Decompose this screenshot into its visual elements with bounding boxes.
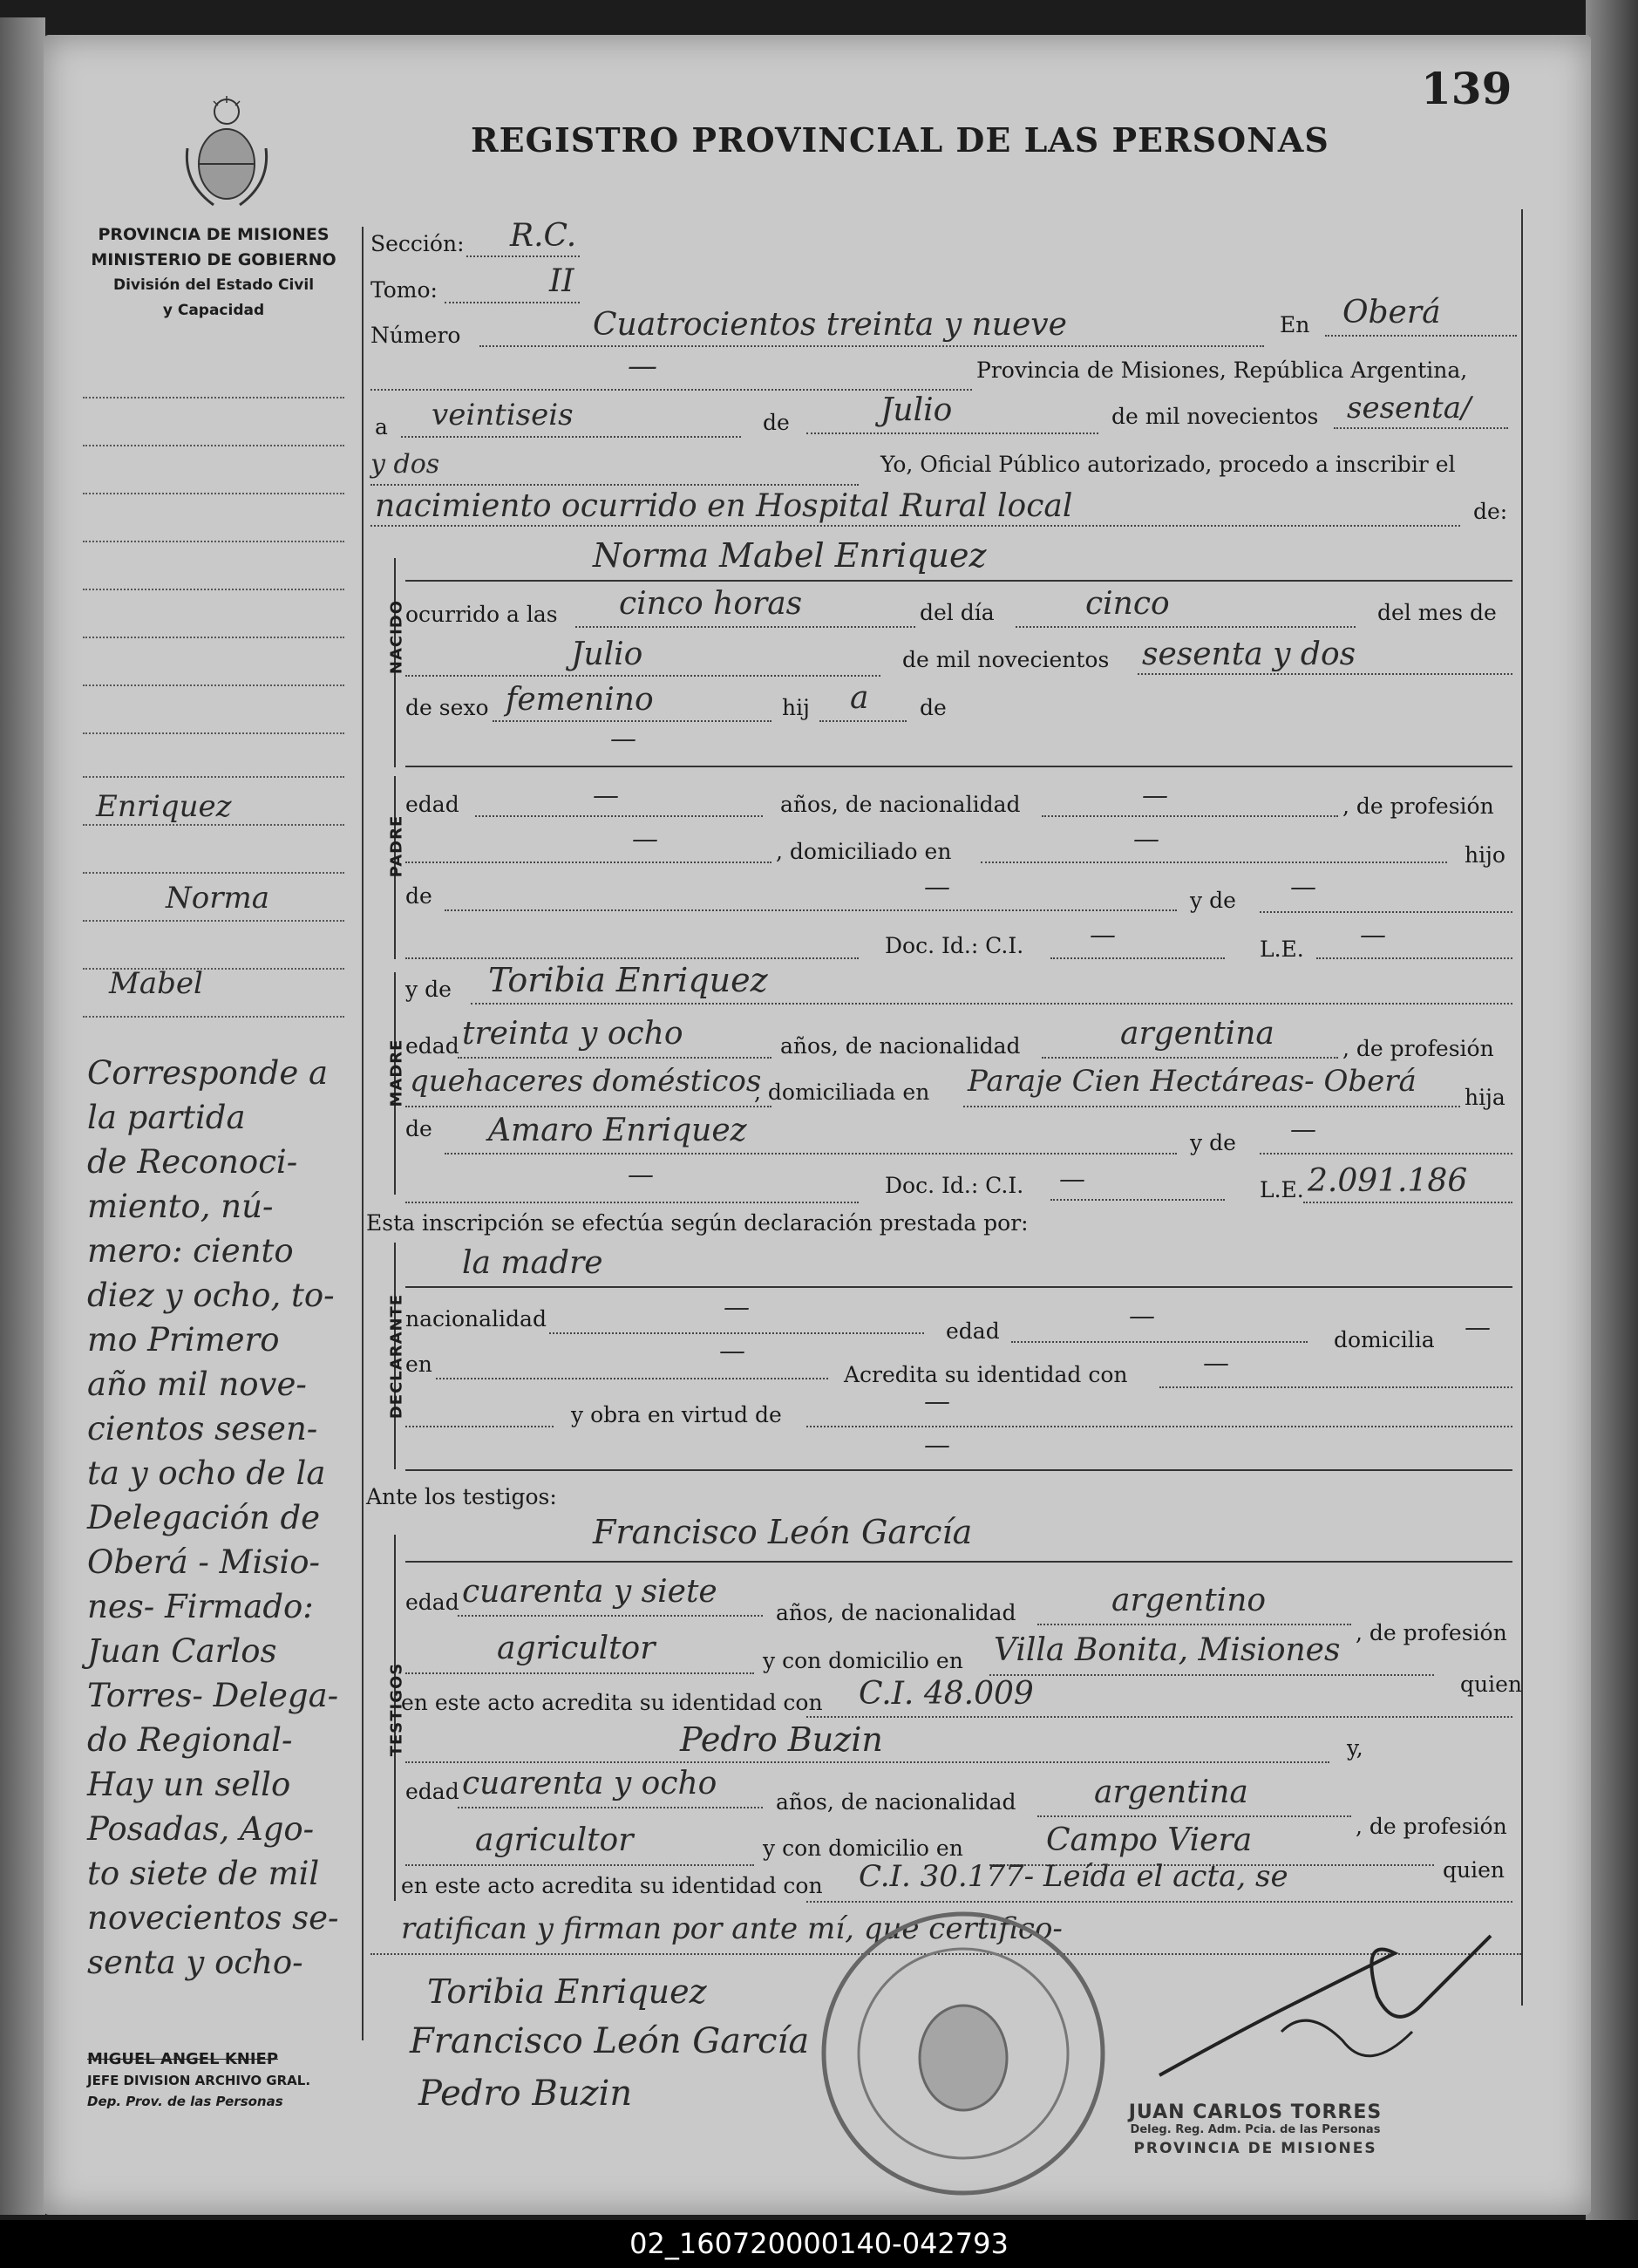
value-dia: veintiseis xyxy=(432,398,574,432)
label-padre-dom: , domiciliado en xyxy=(776,839,952,864)
header-capacidad: y Capacidad xyxy=(162,302,265,319)
value-mes-nac: Julio xyxy=(571,637,643,672)
official-signature-icon xyxy=(1133,1901,1499,2096)
label-ocurrido: ocurrido a las xyxy=(405,602,558,627)
value-madre-dash: — xyxy=(628,1160,654,1190)
section-testigos: TESTIGOS xyxy=(387,1662,406,1757)
signature-pedro: Pedro Buzin xyxy=(418,2074,633,2114)
label-del-dia: del día xyxy=(920,600,995,625)
label-de-mil2: de mil novecientos xyxy=(902,647,1110,672)
value-padre-yde: — xyxy=(1290,872,1316,902)
value-padre-nac: — xyxy=(1142,780,1168,811)
footer-bar xyxy=(0,2220,1638,2268)
value-t1-nac: argentino xyxy=(1111,1583,1267,1618)
margin-name2: Mabel xyxy=(109,966,203,1001)
value-madre-padre: Amaro Enriquez xyxy=(488,1113,747,1148)
value-t1-doc: C.I. 48.009 xyxy=(859,1676,1034,1712)
value-decl-nac: — xyxy=(724,1292,750,1323)
label-padre-hijo: hijo xyxy=(1465,842,1505,868)
label-madre-prof: , de profesión xyxy=(1342,1036,1494,1061)
label-t2-acto: en este acto acredita su identidad con xyxy=(401,1873,823,1898)
section-padre: PADRE xyxy=(387,814,406,878)
label-decl-acredita: Acredita su identidad con xyxy=(844,1362,1128,1387)
value-padre-prof: — xyxy=(632,824,658,855)
value-declarante: la madre xyxy=(462,1245,603,1281)
value-madre-prof: quehaceres domésticos xyxy=(410,1064,762,1099)
stamp-right-name: JUAN CARLOS TORRES xyxy=(1128,2101,1383,2123)
value-madre-yde: — xyxy=(1290,1114,1316,1145)
label-t2-quien: quien xyxy=(1443,1857,1505,1883)
value-padre-ci: — xyxy=(1090,920,1116,950)
value-hora: cinco horas xyxy=(619,586,803,622)
label-t1-prof: , de profesión xyxy=(1356,1620,1507,1645)
label-madre-dom: , domiciliada en xyxy=(754,1080,930,1105)
label-madre-yde2: y de xyxy=(1190,1130,1236,1155)
value-t1-dom: Villa Bonita, Misiones xyxy=(994,1632,1341,1668)
label-madre-nac: años, de nacionalidad xyxy=(780,1033,1021,1059)
stamp-right-role: Deleg. Reg. Adm. Pcia. de las Personas xyxy=(1130,2123,1381,2136)
value-ratifican: ratifican y firman por ante mí, que certifico- xyxy=(401,1911,1063,1946)
value-madre-le: 2.091.186 xyxy=(1308,1163,1468,1199)
value-anio-nac: sesenta y dos xyxy=(1142,637,1356,672)
header-ministry: MINISTERIO DE GOBIERNO xyxy=(91,250,336,269)
label-provincia: Provincia de Misiones, República Argentina, xyxy=(976,358,1468,383)
value-sexo: femenino xyxy=(506,682,654,718)
header-division: División del Estado Civil xyxy=(112,276,315,294)
label-de-mil: de mil novecientos xyxy=(1111,404,1319,429)
label-t1-edad: edad xyxy=(405,1590,459,1615)
value-decl-dom: — xyxy=(1465,1312,1491,1343)
value-inscribir: nacimiento ocurrido en Hospital Rural local xyxy=(375,488,1073,524)
label-padre-le: L.E. xyxy=(1260,936,1304,962)
stamp-right-province: PROVINCIA DE MISIONES xyxy=(1133,2140,1377,2157)
label-decl-en: en xyxy=(405,1352,432,1377)
value-t1-edad: cuarenta y siete xyxy=(462,1574,717,1610)
value-mes: Julio xyxy=(880,392,953,428)
value-madre-nac: argentina xyxy=(1120,1016,1274,1052)
value-tomo: II xyxy=(549,263,574,299)
value-t2-dom: Campo Viera xyxy=(1046,1822,1253,1858)
value-numero: Cuatrocientos treinta y nueve xyxy=(593,307,1067,343)
label-t2-nac: años, de nacionalidad xyxy=(776,1789,1016,1815)
label-t1-acto: en este acto acredita su identidad con xyxy=(401,1690,823,1715)
header-province: PROVINCIA DE MISIONES xyxy=(98,225,330,244)
value-decl-obra2: — xyxy=(924,1430,950,1461)
value-decl-en: — xyxy=(719,1336,745,1366)
label-t2-y: y, xyxy=(1347,1735,1363,1761)
page-title: REGISTRO PROVINCIAL DE LAS PERSONAS xyxy=(471,120,1329,160)
label-t1-dom: y con domicilio en xyxy=(763,1648,963,1673)
label-madre-doc: Doc. Id.: C.I. xyxy=(885,1173,1024,1198)
page-number: 139 xyxy=(1421,63,1512,114)
label-tomo: Tomo: xyxy=(370,277,438,303)
value-t2-nac: argentina xyxy=(1094,1774,1248,1810)
label-decl-nac: nacionalidad xyxy=(405,1306,547,1332)
value-anio2: y dos xyxy=(370,449,440,480)
book-spine xyxy=(0,17,45,2215)
label-de2: de xyxy=(920,695,947,720)
section-declarante: DECLARANTE xyxy=(387,1293,406,1420)
stamp-left-name: MIGUEL ANGEL KNIEP xyxy=(87,2050,279,2068)
label-de: de xyxy=(763,410,790,435)
value-t2-doc: C.I. 30.177- Leída el acta, se xyxy=(859,1859,1288,1894)
value-dia-nac: cinco xyxy=(1085,586,1170,622)
value-en: Oberá xyxy=(1342,295,1441,330)
value-padre-edad: — xyxy=(593,780,619,811)
value-madre-edad: treinta y ocho xyxy=(462,1016,683,1052)
margin-surname: Enriquez xyxy=(96,789,232,824)
value-dash-hijo: — xyxy=(610,724,636,754)
label-de-colon: de: xyxy=(1473,499,1508,524)
value-madre-dom: Paraje Cien Hectáreas- Oberá xyxy=(968,1064,1417,1099)
footer-id: 02_160720000140-042793 xyxy=(629,2227,1009,2260)
label-madre-yde: y de xyxy=(405,977,452,1002)
stamp-left-role: JEFE DIVISION ARCHIVO GRAL. xyxy=(87,2073,311,2088)
margin-note: Corresponde a la partida de Reconoci- miento, nú- mero: ciento diez y ocho, to- mo Primero año mil nove- cientos sesen- ta y ocho de la Delegación de Oberá - Misio- nes- Firmado: Juan Carlos Torres- Delega- do Regional- Hay un sello Posadas, Ago- to siete de mil novecientos se- senta y ocho- xyxy=(87,1054,339,1981)
label-madre-le: L.E. xyxy=(1260,1177,1304,1202)
value-madre-ci: — xyxy=(1059,1164,1085,1195)
label-padre-doc: Doc. Id.: C.I. xyxy=(885,933,1024,958)
label-t2-edad: edad xyxy=(405,1779,459,1804)
value-anio1: sesenta/ xyxy=(1347,391,1471,426)
label-padre-de: de xyxy=(405,883,432,909)
value-padre-le: — xyxy=(1360,920,1386,950)
label-padre-prof: , de profesión xyxy=(1342,793,1494,819)
coat-of-arms-icon xyxy=(179,96,275,217)
value-t1-nombre: Francisco León García xyxy=(593,1513,973,1551)
value-t1-prof: agricultor xyxy=(497,1631,656,1666)
label-yo-oficial: Yo, Oficial Público autorizado, procedo a inscribir el xyxy=(880,452,1456,477)
label-decl-domicilia: domicilia xyxy=(1334,1327,1435,1352)
value-t2-prof: agricultor xyxy=(475,1822,634,1858)
label-t2-dom: y con domicilio en xyxy=(763,1836,963,1861)
label-decl-edad: edad xyxy=(946,1318,1000,1344)
label-en: En xyxy=(1280,312,1310,337)
label-esta-inscripcion: Esta inscripción se efectúa según declaración prestada por: xyxy=(366,1210,1029,1236)
value-t2-edad: cuarenta y ocho xyxy=(462,1766,717,1801)
value-decl-acredita: — xyxy=(1203,1348,1229,1379)
label-ante-testigos: Ante los testigos: xyxy=(366,1484,557,1509)
label-hij: hij xyxy=(782,695,810,720)
seal-stamp xyxy=(819,1910,1107,2201)
value-padre-dom: — xyxy=(1133,824,1159,855)
section-madre: MADRE xyxy=(387,1039,406,1107)
margin-name1: Norma xyxy=(166,881,269,916)
value-madre-nombre: Toribia Enriquez xyxy=(488,961,768,999)
book-edge xyxy=(1586,0,1638,2232)
value-hij: a xyxy=(850,680,869,716)
label-decl-obra: y obra en virtud de xyxy=(571,1402,782,1427)
label-numero: Número xyxy=(370,323,461,348)
label-sexo: de sexo xyxy=(405,695,489,720)
label-a: a xyxy=(375,414,388,439)
signature-francisco: Francisco León García xyxy=(410,2021,810,2061)
label-madre-edad: edad xyxy=(405,1033,459,1059)
label-t2-prof: , de profesión xyxy=(1356,1814,1507,1839)
label-t1-nac: años, de nacionalidad xyxy=(776,1600,1016,1625)
label-t1-quien: quien xyxy=(1460,1672,1522,1697)
section-nacido: NACIDO xyxy=(387,599,406,675)
value-decl-obra: — xyxy=(924,1386,950,1417)
value-seccion: R.C. xyxy=(510,218,577,254)
label-madre-de: de xyxy=(405,1116,432,1141)
label-del-mes: del mes de xyxy=(1377,600,1497,625)
value-dash: — xyxy=(628,349,657,384)
value-nombre: Norma Mabel Enriquez xyxy=(593,536,987,575)
label-padre-edad: edad xyxy=(405,792,459,817)
value-padre-de: — xyxy=(924,872,950,902)
label-seccion: Sección: xyxy=(370,231,465,256)
signature-toribia: Toribia Enriquez xyxy=(427,1972,707,2011)
value-decl-edad: — xyxy=(1129,1301,1155,1332)
label-padre-yde: y de xyxy=(1190,888,1236,913)
label-padre-nac: años, de nacionalidad xyxy=(780,792,1021,817)
label-madre-hija: hija xyxy=(1465,1085,1505,1110)
value-t2-nombre: Pedro Buzin xyxy=(680,1720,883,1759)
stamp-left-dept: Dep. Prov. de las Personas xyxy=(87,2094,283,2109)
